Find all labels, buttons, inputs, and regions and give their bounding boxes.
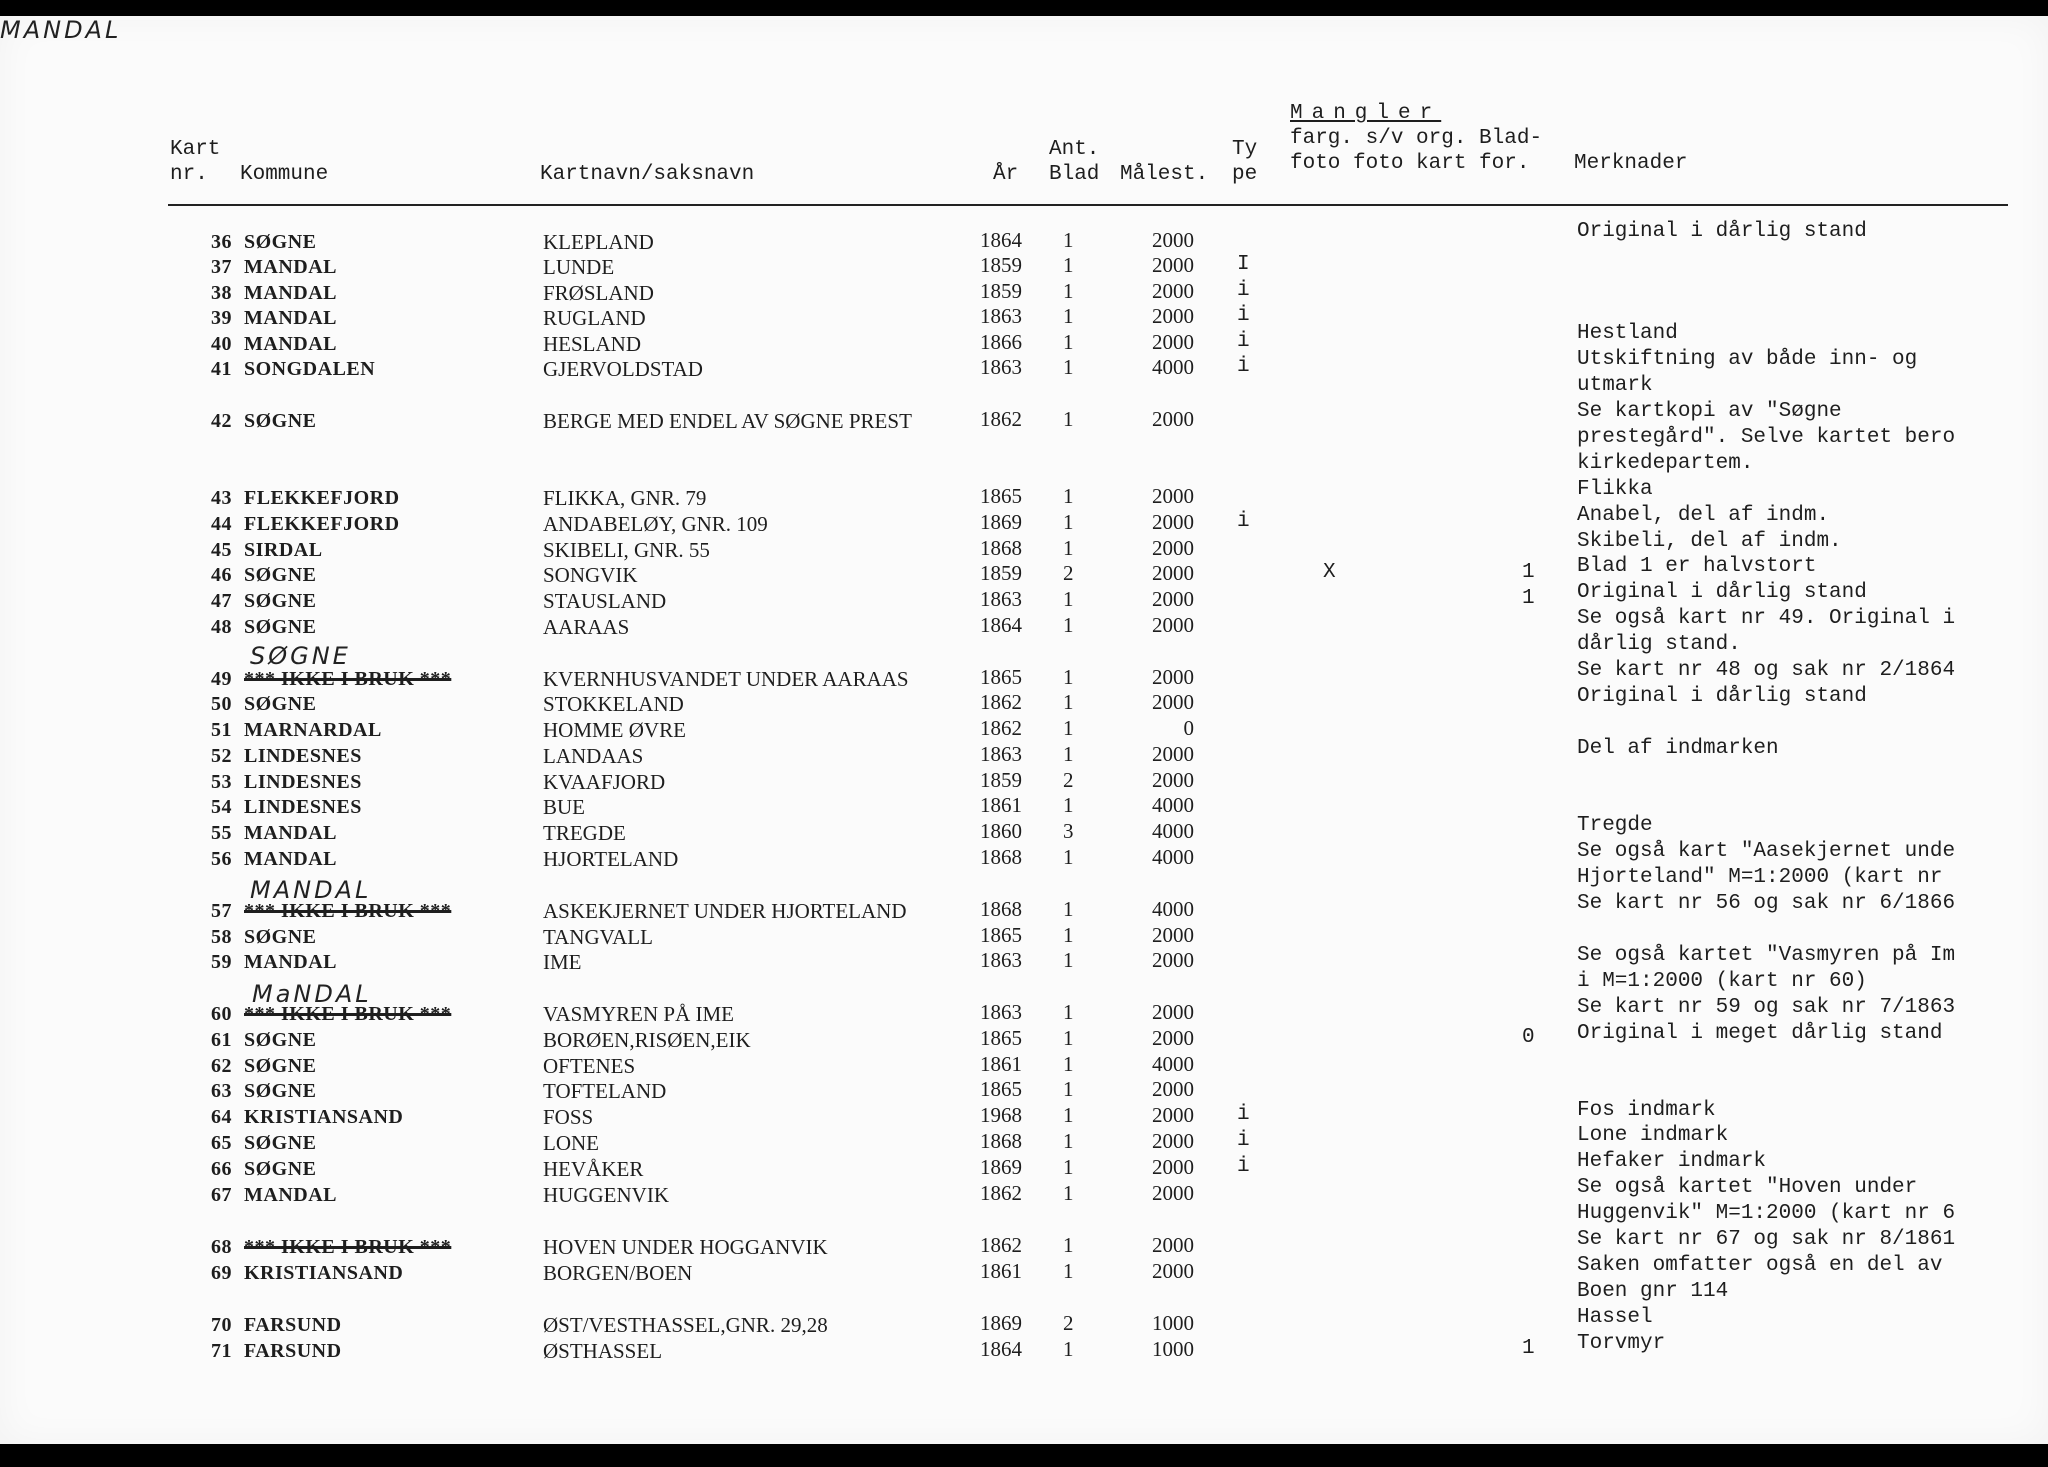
merknad-line: Torvmyr — [1577, 1332, 1666, 1355]
antall-blad: 1 — [1063, 484, 1074, 508]
kart-nr: 46 — [211, 564, 232, 586]
malestokk: 2000 — [1152, 1026, 1194, 1050]
antall-blad: 1 — [1063, 355, 1074, 379]
kart-nr: 71 — [211, 1340, 232, 1362]
kartnavn: FRØSLAND — [543, 281, 654, 305]
malestokk: 2000 — [1152, 510, 1194, 534]
kart-nr: 64 — [211, 1106, 232, 1128]
kartnavn: ANDABELØY, GNR. 109 — [543, 512, 768, 536]
antall-blad: 1 — [1063, 742, 1074, 766]
merknad-line: Se kart nr 59 og sak nr 7/1863 — [1577, 996, 1956, 1019]
ant-header-line2: Blad — [1049, 163, 1100, 186]
ar: 1864 — [980, 228, 1022, 252]
merknad-line: Original i dårlig stand — [1577, 581, 1867, 604]
kartnavn: STAUSLAND — [543, 589, 667, 613]
antall-blad: 1 — [1063, 407, 1074, 431]
kommune: SØGNE — [244, 926, 317, 948]
kartnavn: SONGVIK — [543, 563, 638, 587]
merknad-line: Tregde — [1577, 814, 1653, 837]
kartnavn: TREGDE — [543, 821, 626, 845]
ar: 1859 — [980, 768, 1022, 792]
kart-nr: 45 — [211, 539, 232, 561]
kartnavn: KVERNHUSVANDET UNDER AARAAS — [543, 667, 909, 691]
kartnavn: BUE — [543, 795, 585, 819]
kart-nr: 36 — [211, 231, 232, 253]
kommune: KRISTIANSAND — [244, 1262, 404, 1284]
kart-nr: 53 — [211, 771, 232, 793]
kartnavn: STOKKELAND — [543, 692, 684, 716]
antall-blad: 1 — [1063, 279, 1074, 303]
kommune: SØGNE — [244, 616, 317, 638]
malestokk: 4000 — [1152, 1052, 1194, 1076]
ar: 1864 — [980, 613, 1022, 637]
kartnavn: HESLAND — [543, 332, 641, 356]
ar: 1859 — [980, 279, 1022, 303]
mangler-columns-line2: foto foto kart for. — [1290, 152, 1530, 175]
kommune-header: Kommune — [240, 163, 329, 186]
kart-nr: 47 — [211, 590, 232, 612]
kart-nr: 48 — [211, 616, 232, 638]
kart-nr: 56 — [211, 848, 232, 870]
malestokk: 2000 — [1152, 228, 1194, 252]
malestokk: 2000 — [1152, 561, 1194, 585]
kommune: MANDAL — [244, 256, 337, 278]
kommune: SIRDAL — [244, 539, 323, 561]
ant-header-line1: Ant. — [1049, 138, 1100, 161]
document-page — [0, 16, 2048, 1444]
ar: 1863 — [980, 304, 1022, 328]
malestokk: 4000 — [1152, 845, 1194, 869]
merknad-line: Se også kart "Aasekjernet unde — [1577, 840, 1956, 863]
malestokk: 2000 — [1152, 1077, 1194, 1101]
kartnavn: TOFTELAND — [543, 1079, 667, 1103]
ar: 1859 — [980, 253, 1022, 277]
antall-blad: 1 — [1063, 1337, 1074, 1361]
antall-blad: 1 — [1063, 690, 1074, 714]
type: I — [1237, 253, 1250, 276]
kartnavn: KLEPLAND — [543, 230, 654, 254]
merknad-line: Se kart nr 48 og sak nr 2/1864 — [1577, 659, 1956, 682]
kartnavn: GJERVOLDSTAD — [543, 357, 703, 381]
kommune: SØGNE — [244, 564, 317, 586]
mangler-heading: Mangler — [1290, 102, 1442, 125]
kommune: MANDAL — [244, 282, 337, 304]
ar: 1862 — [980, 716, 1022, 740]
ar: 1865 — [980, 923, 1022, 947]
handwritten-kommune: MANDAL — [250, 876, 372, 904]
handwritten-kommune: SØGNE — [250, 642, 351, 670]
malestokk: 2000 — [1152, 407, 1194, 431]
malestokk: 2000 — [1152, 484, 1194, 508]
kartnavn: ASKEKJERNET UNDER HJORTELAND — [543, 899, 907, 923]
antall-blad: 1 — [1063, 897, 1074, 921]
merknad-line: prestegård". Selve kartet bero — [1577, 426, 1956, 449]
kartnavn: LONE — [543, 1131, 599, 1155]
type: i — [1237, 355, 1250, 378]
kommune: *** IKKE I BRUK *** — [244, 1236, 452, 1258]
antall-blad: 1 — [1063, 1259, 1074, 1283]
antall-blad: 1 — [1063, 228, 1074, 252]
kart-nr: 69 — [211, 1262, 232, 1284]
kart-nr: 63 — [211, 1080, 232, 1102]
kommune: *** IKKE I BRUK *** — [244, 900, 452, 922]
kartnavn: HJORTELAND — [543, 847, 679, 871]
type: i — [1237, 1103, 1250, 1126]
malestokk: 4000 — [1152, 897, 1194, 921]
ar: 1968 — [980, 1103, 1022, 1127]
mangler-blad-for: 1 — [1522, 587, 1535, 610]
ar: 1868 — [980, 536, 1022, 560]
kart-nr: 59 — [211, 951, 232, 973]
kart-nr: 66 — [211, 1158, 232, 1180]
malestokk: 2000 — [1152, 536, 1194, 560]
kart-nr: 44 — [211, 513, 232, 535]
kommune: LINDESNES — [244, 796, 362, 818]
antall-blad: 2 — [1063, 768, 1074, 792]
merknad-line: i M=1:2000 (kart nr 60) — [1577, 970, 1867, 993]
mangler-columns-line1: farg. s/v org. Blad- — [1290, 127, 1543, 150]
handwritten-kommune: MaNDAL — [252, 980, 372, 1008]
mangler-blad-for: 1 — [1522, 1337, 1535, 1360]
ar: 1869 — [980, 1311, 1022, 1335]
kommune: FARSUND — [244, 1340, 342, 1362]
kart-nr: 41 — [211, 358, 232, 380]
kart-nr: 50 — [211, 693, 232, 715]
merknad-line: Fos indmark — [1577, 1099, 1716, 1122]
kartnavn: VASMYREN PÅ IME — [543, 1002, 734, 1026]
type: i — [1237, 1129, 1250, 1152]
ar: 1863 — [980, 355, 1022, 379]
kart-nr: 57 — [211, 900, 232, 922]
merknad-line: Se også kartet "Hoven under — [1577, 1176, 1918, 1199]
merknad-line: Anabel, del af indm. — [1577, 504, 1830, 527]
antall-blad: 1 — [1063, 1077, 1074, 1101]
type: i — [1237, 330, 1250, 353]
ar: 1862 — [980, 690, 1022, 714]
kart-nr: 37 — [211, 256, 232, 278]
kommune: SØGNE — [244, 590, 317, 612]
antall-blad: 1 — [1063, 1052, 1074, 1076]
merknad-line: Skibeli, del af indm. — [1577, 530, 1842, 553]
malestokk: 2000 — [1152, 948, 1194, 972]
kart-nr: 38 — [211, 282, 232, 304]
merknad-line: Se kart nr 56 og sak nr 6/1866 — [1577, 892, 1956, 915]
kommune: LINDESNES — [244, 745, 362, 767]
kart-nr: 68 — [211, 1236, 232, 1258]
merknader-header: Merknader — [1574, 152, 1688, 175]
antall-blad: 1 — [1063, 1129, 1074, 1153]
antall-blad: 1 — [1063, 793, 1074, 817]
type-header-line1: Ty — [1232, 138, 1258, 161]
type-header-line2: pe — [1232, 163, 1258, 186]
merknad-line: Lone indmark — [1577, 1124, 1729, 1147]
kommune: KRISTIANSAND — [244, 1106, 404, 1128]
type: i — [1237, 510, 1250, 533]
kart-nr: 52 — [211, 745, 232, 767]
ar: 1861 — [980, 1259, 1022, 1283]
antall-blad: 1 — [1063, 923, 1074, 947]
merknad-line: Se også kart nr 49. Original i — [1577, 607, 1956, 630]
kartnavn: KVAAFJORD — [543, 770, 666, 794]
ar: 1868 — [980, 1129, 1022, 1153]
mangler-farg-foto: X — [1323, 561, 1336, 584]
kartnavn: BERGE MED ENDEL AV SØGNE PREST — [543, 409, 912, 433]
malestokk: 2000 — [1152, 253, 1194, 277]
kartnavn: OFTENES — [543, 1054, 636, 1078]
kartnavn: FLIKKA, GNR. 79 — [543, 486, 707, 510]
kart-nr: 70 — [211, 1314, 232, 1336]
antall-blad: 2 — [1063, 1311, 1074, 1335]
merknad-line: Del af indmarken — [1577, 737, 1779, 760]
kart-nr: 67 — [211, 1184, 232, 1206]
kart-nr: 58 — [211, 926, 232, 948]
merknad-line: Original i dårlig stand — [1577, 220, 1867, 243]
kommune: MANDAL — [244, 333, 337, 355]
kartnavn: ØSTHASSEL — [543, 1339, 663, 1363]
ar: 1862 — [980, 1181, 1022, 1205]
kartnavn: BORGEN/BOEN — [543, 1261, 693, 1285]
kartnavn: HEVÅKER — [543, 1157, 644, 1181]
merknad-line: Hefaker indmark — [1577, 1150, 1767, 1173]
malestokk: 2000 — [1152, 1103, 1194, 1127]
malestokk: 2000 — [1152, 923, 1194, 947]
merknad-line: Blad 1 er halvstort — [1577, 555, 1817, 578]
ar: 1865 — [980, 1077, 1022, 1101]
kartnavn: IME — [543, 950, 582, 974]
kommune: *** IKKE I BRUK *** — [244, 1003, 452, 1025]
type: i — [1237, 279, 1250, 302]
kartnavn: FOSS — [543, 1105, 594, 1129]
kart-nr-header-line1: Kart — [170, 138, 221, 161]
merknad-line: Original i meget dårlig stand — [1577, 1022, 1943, 1045]
kommune: *** IKKE I BRUK *** — [244, 668, 452, 690]
merknad-line: Boen gnr 114 — [1577, 1280, 1729, 1303]
antall-blad: 1 — [1063, 1000, 1074, 1024]
antall-blad: 3 — [1063, 819, 1074, 843]
kommune: FLEKKEFJORD — [244, 513, 400, 535]
kartnavn: LUNDE — [543, 255, 615, 279]
kommune: SONGDALEN — [244, 358, 376, 380]
antall-blad: 1 — [1063, 665, 1074, 689]
antall-blad: 1 — [1063, 1233, 1074, 1257]
antall-blad: 1 — [1063, 1155, 1074, 1179]
type: i — [1237, 1155, 1250, 1178]
kommune: SØGNE — [244, 1132, 317, 1154]
ar: 1868 — [980, 845, 1022, 869]
ar: 1859 — [980, 561, 1022, 585]
kommune: MANDAL — [244, 307, 337, 329]
kartnavn: AARAAS — [543, 615, 630, 639]
merknad-line: Se også kartet "Vasmyren på Im — [1577, 944, 1956, 967]
malestokk: 2000 — [1152, 1259, 1194, 1283]
antall-blad: 1 — [1063, 330, 1074, 354]
malestokk: 2000 — [1152, 613, 1194, 637]
kart-nr: 65 — [211, 1132, 232, 1154]
kart-nr: 62 — [211, 1055, 232, 1077]
antall-blad: 2 — [1063, 561, 1074, 585]
kommune: FLEKKEFJORD — [244, 487, 400, 509]
ar: 1862 — [980, 407, 1022, 431]
antall-blad: 1 — [1063, 510, 1074, 534]
malestokk: 4000 — [1152, 819, 1194, 843]
antall-blad: 1 — [1063, 304, 1074, 328]
kartnavn: HOMME ØVRE — [543, 718, 686, 742]
type: i — [1237, 304, 1250, 327]
antall-blad: 1 — [1063, 613, 1074, 637]
ar: 1869 — [980, 510, 1022, 534]
malestokk: 2000 — [1152, 1181, 1194, 1205]
ar: 1863 — [980, 587, 1022, 611]
mangler-blad-for: 1 — [1522, 561, 1535, 584]
ar: 1863 — [980, 948, 1022, 972]
malestokk: 2000 — [1152, 768, 1194, 792]
malestokk: 2000 — [1152, 279, 1194, 303]
kart-nr: 55 — [211, 822, 232, 844]
kartnavn: HUGGENVIK — [543, 1183, 669, 1207]
kommune: SØGNE — [244, 1158, 317, 1180]
malestokk: 2000 — [1152, 665, 1194, 689]
kartnavn: ØST/VESTHASSEL,GNR. 29,28 — [543, 1313, 828, 1337]
handwritten-kommune: MANDAL — [0, 16, 122, 44]
ar: 1862 — [980, 1233, 1022, 1257]
antall-blad: 1 — [1063, 253, 1074, 277]
kommune: SØGNE — [244, 1029, 317, 1051]
malestokk: 1000 — [1152, 1311, 1194, 1335]
kartnavn: SKIBELI, GNR. 55 — [543, 538, 710, 562]
antall-blad: 1 — [1063, 716, 1074, 740]
kartnavn: HOVEN UNDER HOGGANVIK — [543, 1235, 828, 1259]
malestokk: 1000 — [1152, 1337, 1194, 1361]
kartnavn: LANDAAS — [543, 744, 644, 768]
kommune: MANDAL — [244, 951, 337, 973]
merknad-line: Original i dårlig stand — [1577, 685, 1867, 708]
ar-header: År — [993, 163, 1019, 186]
malestokk: 4000 — [1152, 793, 1194, 817]
malestokk: 2000 — [1152, 587, 1194, 611]
kartnavn-header: Kartnavn/saksnavn — [540, 163, 755, 186]
antall-blad: 1 — [1063, 845, 1074, 869]
malestokk: 2000 — [1152, 1233, 1194, 1257]
mangler-blad-for: 0 — [1522, 1026, 1535, 1049]
ar: 1861 — [980, 1052, 1022, 1076]
kommune: MANDAL — [244, 822, 337, 844]
malestokk: 2000 — [1152, 690, 1194, 714]
merknad-line: Utskiftning av både inn- og — [1577, 348, 1918, 371]
kart-nr: 61 — [211, 1029, 232, 1051]
antall-blad: 1 — [1063, 536, 1074, 560]
merknad-line: Hassel — [1577, 1306, 1653, 1329]
antall-blad: 1 — [1063, 1181, 1074, 1205]
kommune: SØGNE — [244, 1055, 317, 1077]
malestokk: 0 — [1183, 716, 1194, 740]
kart-nr: 60 — [211, 1003, 232, 1025]
malestokk: 2000 — [1152, 1129, 1194, 1153]
kommune: LINDESNES — [244, 771, 362, 793]
ar: 1869 — [980, 1155, 1022, 1179]
kommune: SØGNE — [244, 693, 317, 715]
kommune: SØGNE — [244, 1080, 317, 1102]
antall-blad: 1 — [1063, 1026, 1074, 1050]
kommune: MANDAL — [244, 1184, 337, 1206]
ar: 1865 — [980, 665, 1022, 689]
malestokk: 2000 — [1152, 1155, 1194, 1179]
malestokk: 2000 — [1152, 330, 1194, 354]
kartnavn: BORØEN,RISØEN,EIK — [543, 1028, 751, 1052]
header-divider — [168, 204, 2008, 206]
merknad-line: Saken omfatter også en del av — [1577, 1254, 1943, 1277]
merknad-line: Hjorteland" M=1:2000 (kart nr — [1577, 866, 1943, 889]
kart-nr: 49 — [211, 668, 232, 690]
kart-nr: 51 — [211, 719, 232, 741]
malest-header: Målest. — [1120, 163, 1209, 186]
kommune: MARNARDAL — [244, 719, 382, 741]
kart-nr: 43 — [211, 487, 232, 509]
ar: 1865 — [980, 484, 1022, 508]
ar: 1864 — [980, 1337, 1022, 1361]
merknad-line: Flikka — [1577, 478, 1653, 501]
kartnavn: RUGLAND — [543, 306, 646, 330]
ar: 1861 — [980, 793, 1022, 817]
kart-nr: 40 — [211, 333, 232, 355]
kommune: SØGNE — [244, 410, 317, 432]
kart-nr: 54 — [211, 796, 232, 818]
kart-nr: 39 — [211, 307, 232, 329]
ar: 1863 — [980, 1000, 1022, 1024]
kommune: MANDAL — [244, 848, 337, 870]
ar: 1868 — [980, 897, 1022, 921]
malestokk: 2000 — [1152, 742, 1194, 766]
antall-blad: 1 — [1063, 948, 1074, 972]
merknad-line: utmark — [1577, 374, 1653, 397]
ar: 1865 — [980, 1026, 1022, 1050]
kartnavn: TANGVALL — [543, 925, 653, 949]
ar: 1863 — [980, 742, 1022, 766]
antall-blad: 1 — [1063, 1103, 1074, 1127]
merknad-line: kirkedepartem. — [1577, 452, 1754, 475]
merknad-line: Se kartkopi av "Søgne — [1577, 400, 1842, 423]
kommune: SØGNE — [244, 231, 317, 253]
ar: 1860 — [980, 819, 1022, 843]
malestokk: 2000 — [1152, 1000, 1194, 1024]
antall-blad: 1 — [1063, 587, 1074, 611]
merknad-line: Se kart nr 67 og sak nr 8/1861 — [1577, 1228, 1956, 1251]
malestokk: 2000 — [1152, 304, 1194, 328]
kart-nr-header-line2: nr. — [170, 163, 208, 186]
malestokk: 4000 — [1152, 355, 1194, 379]
kart-nr: 42 — [211, 410, 232, 432]
ar: 1866 — [980, 330, 1022, 354]
kommune: FARSUND — [244, 1314, 342, 1336]
merknad-line: Huggenvik" M=1:2000 (kart nr 6 — [1577, 1202, 1956, 1225]
merknad-line: Hestland — [1577, 322, 1678, 345]
merknad-line: dårlig stand. — [1577, 633, 1741, 656]
